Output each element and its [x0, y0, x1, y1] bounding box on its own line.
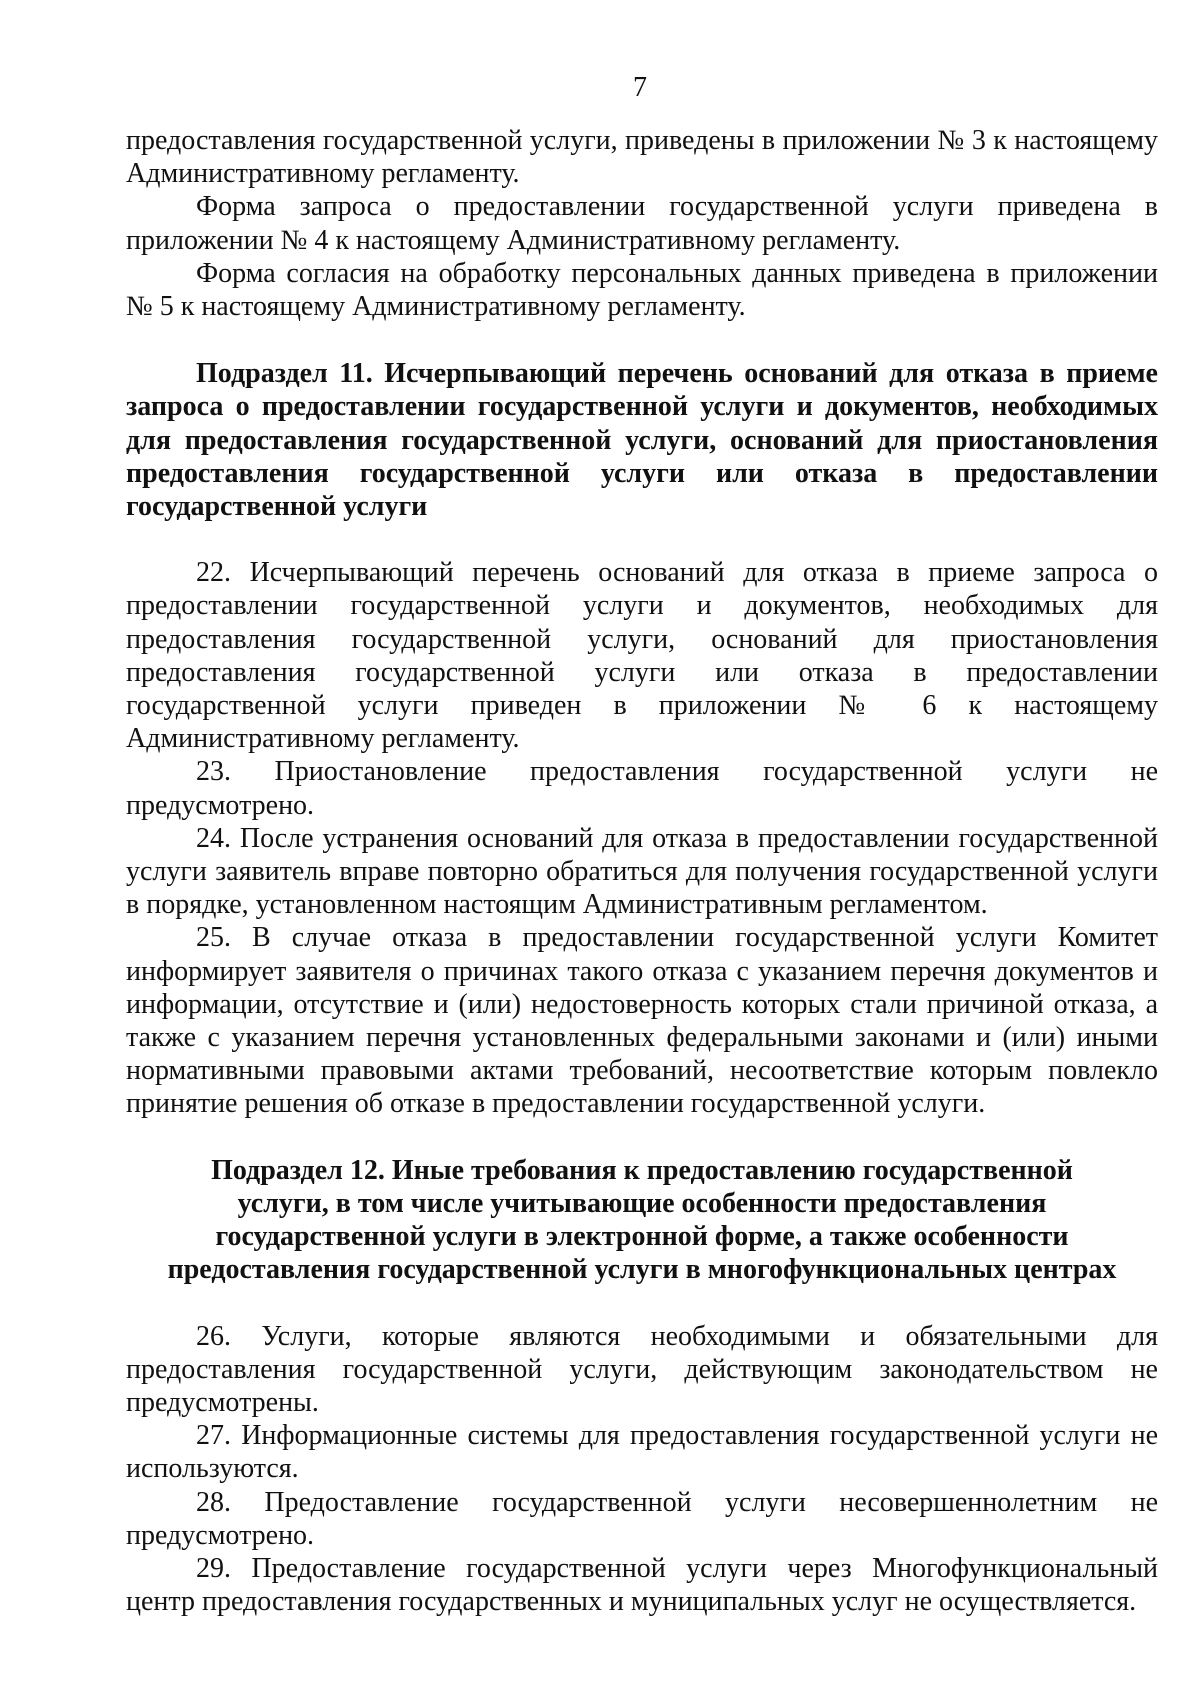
section-11-heading: Подраздел 11. Исчерпывающий перечень оснований для отказа в приеме запроса о предоставлении государственной услуги и документов, необходимых для предоставления государственной услуги, оснований для приостановления предоставления государственной услуги или отказа в предоставлении государственной услуги [126, 358, 1158, 523]
section-12-heading-line: Подраздел 12. Иные требования к предоставлению государственной [211, 1154, 1073, 1186]
intro-paragraph-request-form: Форма запроса о предоставлении государственной услуги приведена в приложении № 4 к настоящему Административному регламенту. [126, 191, 1158, 256]
section-12-item-29: 29. Предоставление государственной услуги через Многофункциональный центр предоставления государственных и муниципальных услуг не осуществляется. [126, 1552, 1158, 1618]
section-12-heading-line: услуги, в том числе учитывающие особенности предоставления [237, 1187, 1047, 1219]
section-12-heading [126, 1154, 1158, 1287]
section-12-heading-line: предоставления государственной услуги в многофункциональных центрах [167, 1254, 1117, 1286]
page-number: 7 [633, 72, 647, 103]
section-11-item-24: 24. После устранения оснований для отказа в предоставлении государственной услуги заявитель вправе повторно обратиться для получения государственной услуги в порядке, установленном настоящим Административным регламентом. [126, 822, 1158, 921]
section-11-item-25: 25. В случае отказа в предоставлении государственной услуги Комитет информирует заявителя о причинах такого отказа с указанием перечня документов и информации, отсутствие и (или) недостоверность которых стали причиной отказа, а также с указанием перечня установленных федеральными законами и (или) иными нормативными правовыми актами требований, несоответствие которым повлекло принятие решения об отказе в предоставлении государственной услуги. [126, 922, 1158, 1120]
section-12-heading-line: государственной услуги в электронной форме, а также особенности [215, 1221, 1069, 1253]
section-12-item-26: 26. Услуги, которые являются необходимыми и обязательными для предоставления государственной услуги, действующим законодательством не предусмотрены. [126, 1320, 1158, 1418]
section-12-item-28: 28. Предоставление государственной услуги несовершеннолетним не предусмотрено. [126, 1486, 1158, 1551]
section-11-item-22: 22. Исчерпывающий перечень оснований для отказа в приеме запроса о предоставлении государственной услуги и документов, необходимых для предоставления государственной услуги, оснований для приостановления предоставления государственной услуги или отказа в предоставлении государственной услуги приведен в приложении № 6 к настоящему Административному регламенту. [126, 557, 1158, 755]
intro-paragraph-continuation: предоставления государственной услуги, приведены в приложении № 3 к настоящему Административному регламенту. [126, 125, 1158, 190]
section-12-item-27: 27. Информационные системы для предоставления государственной услуги не используются. [126, 1420, 1158, 1485]
intro-paragraph-consent-form: Форма согласия на обработку персональных данных приведена в приложении № 5 к настоящему Административному регламенту. [126, 257, 1158, 323]
section-11-item-23: 23. Приостановление предоставления государственной услуги не предусмотрено. [126, 756, 1158, 821]
page-content [126, 124, 1158, 1618]
